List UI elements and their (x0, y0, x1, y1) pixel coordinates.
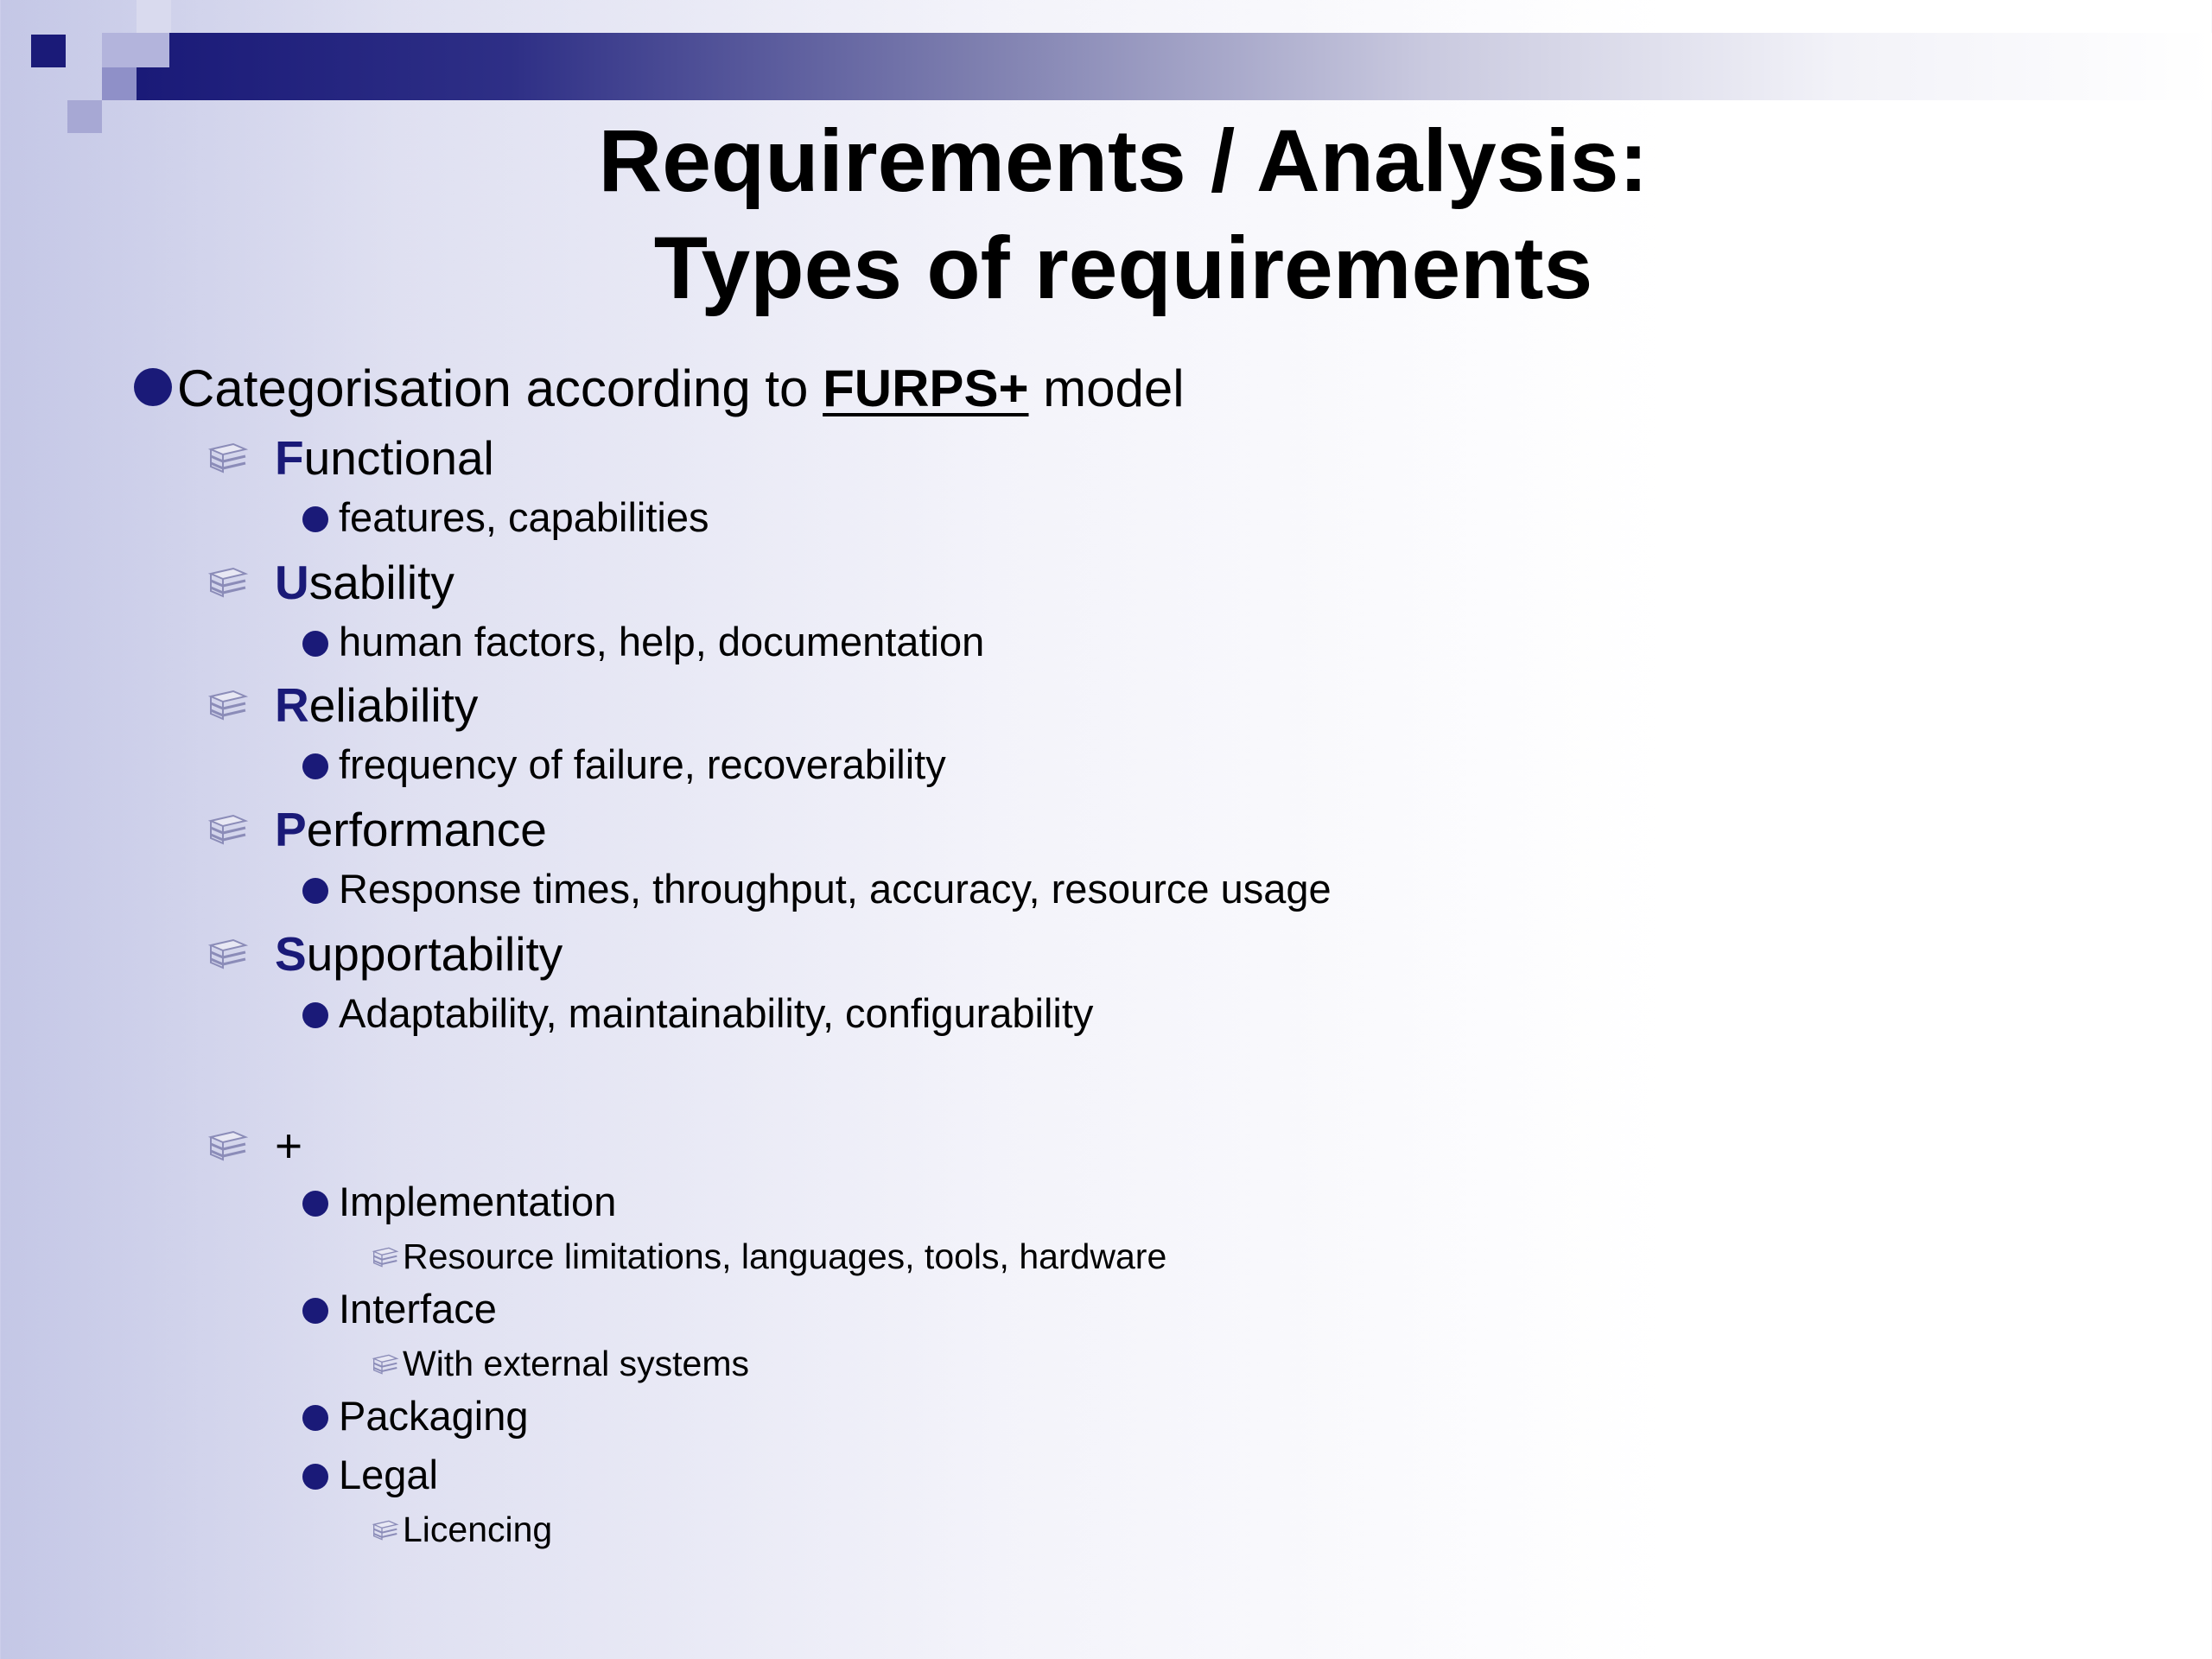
category-performance (207, 798, 547, 861)
stacked-pages-icon (372, 1245, 399, 1269)
header-gradient-bar (137, 33, 2212, 100)
category-letter: P (275, 803, 307, 856)
plus-item-label: Interface (339, 1286, 497, 1332)
bullet-dot-icon (302, 506, 328, 532)
plus-item-detail (372, 1339, 749, 1388)
intro-text-before: Categorisation according to (177, 359, 823, 417)
plus-label: + (275, 1119, 303, 1173)
stacked-pages-icon (207, 1128, 249, 1163)
category-detail-text: features, capabilities (339, 494, 709, 540)
category-detail (302, 491, 709, 544)
category-detail (302, 987, 1093, 1040)
category-supportability (207, 923, 563, 985)
category-label-rest: unctional (303, 431, 494, 485)
bullet-dot-icon (302, 1298, 328, 1324)
category-label-rest: eliability (308, 678, 479, 732)
category-detail-text: Adaptability, maintainability, configurability (339, 990, 1094, 1036)
category-letter: R (275, 678, 309, 732)
plus-heading (207, 1115, 302, 1177)
bullet-dot-icon (302, 1405, 328, 1431)
category-detail (302, 862, 1332, 916)
category-detail-text: human factors, help, documentation (339, 619, 985, 664)
plus-item (302, 1389, 529, 1443)
category-detail-text: Response times, throughput, accuracy, resource usage (339, 866, 1332, 912)
bullet-dot-icon (134, 368, 172, 406)
stacked-pages-icon (207, 812, 249, 847)
stacked-pages-icon (207, 937, 249, 971)
bullet-dot-icon (302, 631, 328, 657)
plus-item (302, 1282, 497, 1336)
plus-item (302, 1175, 616, 1229)
category-reliability (207, 674, 478, 736)
category-detail (302, 738, 946, 791)
plus-item-detail-text: Licencing (403, 1510, 553, 1549)
furps-model-name: FURPS+ (823, 359, 1029, 417)
category-label-rest: sability (308, 556, 454, 609)
category-label-rest: erformance (306, 803, 547, 856)
plus-item (302, 1448, 438, 1502)
slide-title-line-1: Requirements / Analysis: (598, 111, 1649, 210)
stacked-pages-icon (207, 441, 249, 475)
bullet-dot-icon (302, 878, 328, 904)
header-square (102, 67, 137, 100)
plus-item-detail-text: Resource limitations, languages, tools, hardware (403, 1236, 1167, 1276)
header-square (31, 35, 66, 67)
plus-item-label: Implementation (339, 1179, 617, 1224)
slide-title-line-2: Types of requirements (653, 219, 1593, 317)
header-square (102, 33, 169, 67)
category-usability (207, 551, 454, 613)
plus-item-label: Legal (339, 1452, 438, 1497)
category-letter: S (275, 927, 307, 981)
stacked-pages-icon (207, 688, 249, 722)
stacked-pages-icon (372, 1352, 399, 1376)
intro-bullet (134, 354, 1185, 423)
category-letter: F (275, 431, 304, 485)
bullet-dot-icon (302, 753, 328, 779)
bullet-dot-icon (302, 1191, 328, 1217)
plus-item-label: Packaging (339, 1393, 529, 1439)
category-functional (207, 427, 494, 489)
plus-item-detail (372, 1505, 552, 1554)
stacked-pages-icon (372, 1518, 399, 1542)
bullet-dot-icon (302, 1002, 328, 1028)
header-square (137, 0, 171, 33)
intro-text-after: model (1028, 359, 1185, 417)
category-letter: U (275, 556, 309, 609)
category-label-rest: upportability (306, 927, 563, 981)
category-detail-text: frequency of failure, recoverability (339, 741, 946, 787)
plus-item-detail (372, 1232, 1166, 1281)
plus-item-detail-text: With external systems (403, 1344, 749, 1383)
bullet-dot-icon (302, 1464, 328, 1490)
category-detail (302, 615, 984, 669)
stacked-pages-icon (207, 565, 249, 600)
